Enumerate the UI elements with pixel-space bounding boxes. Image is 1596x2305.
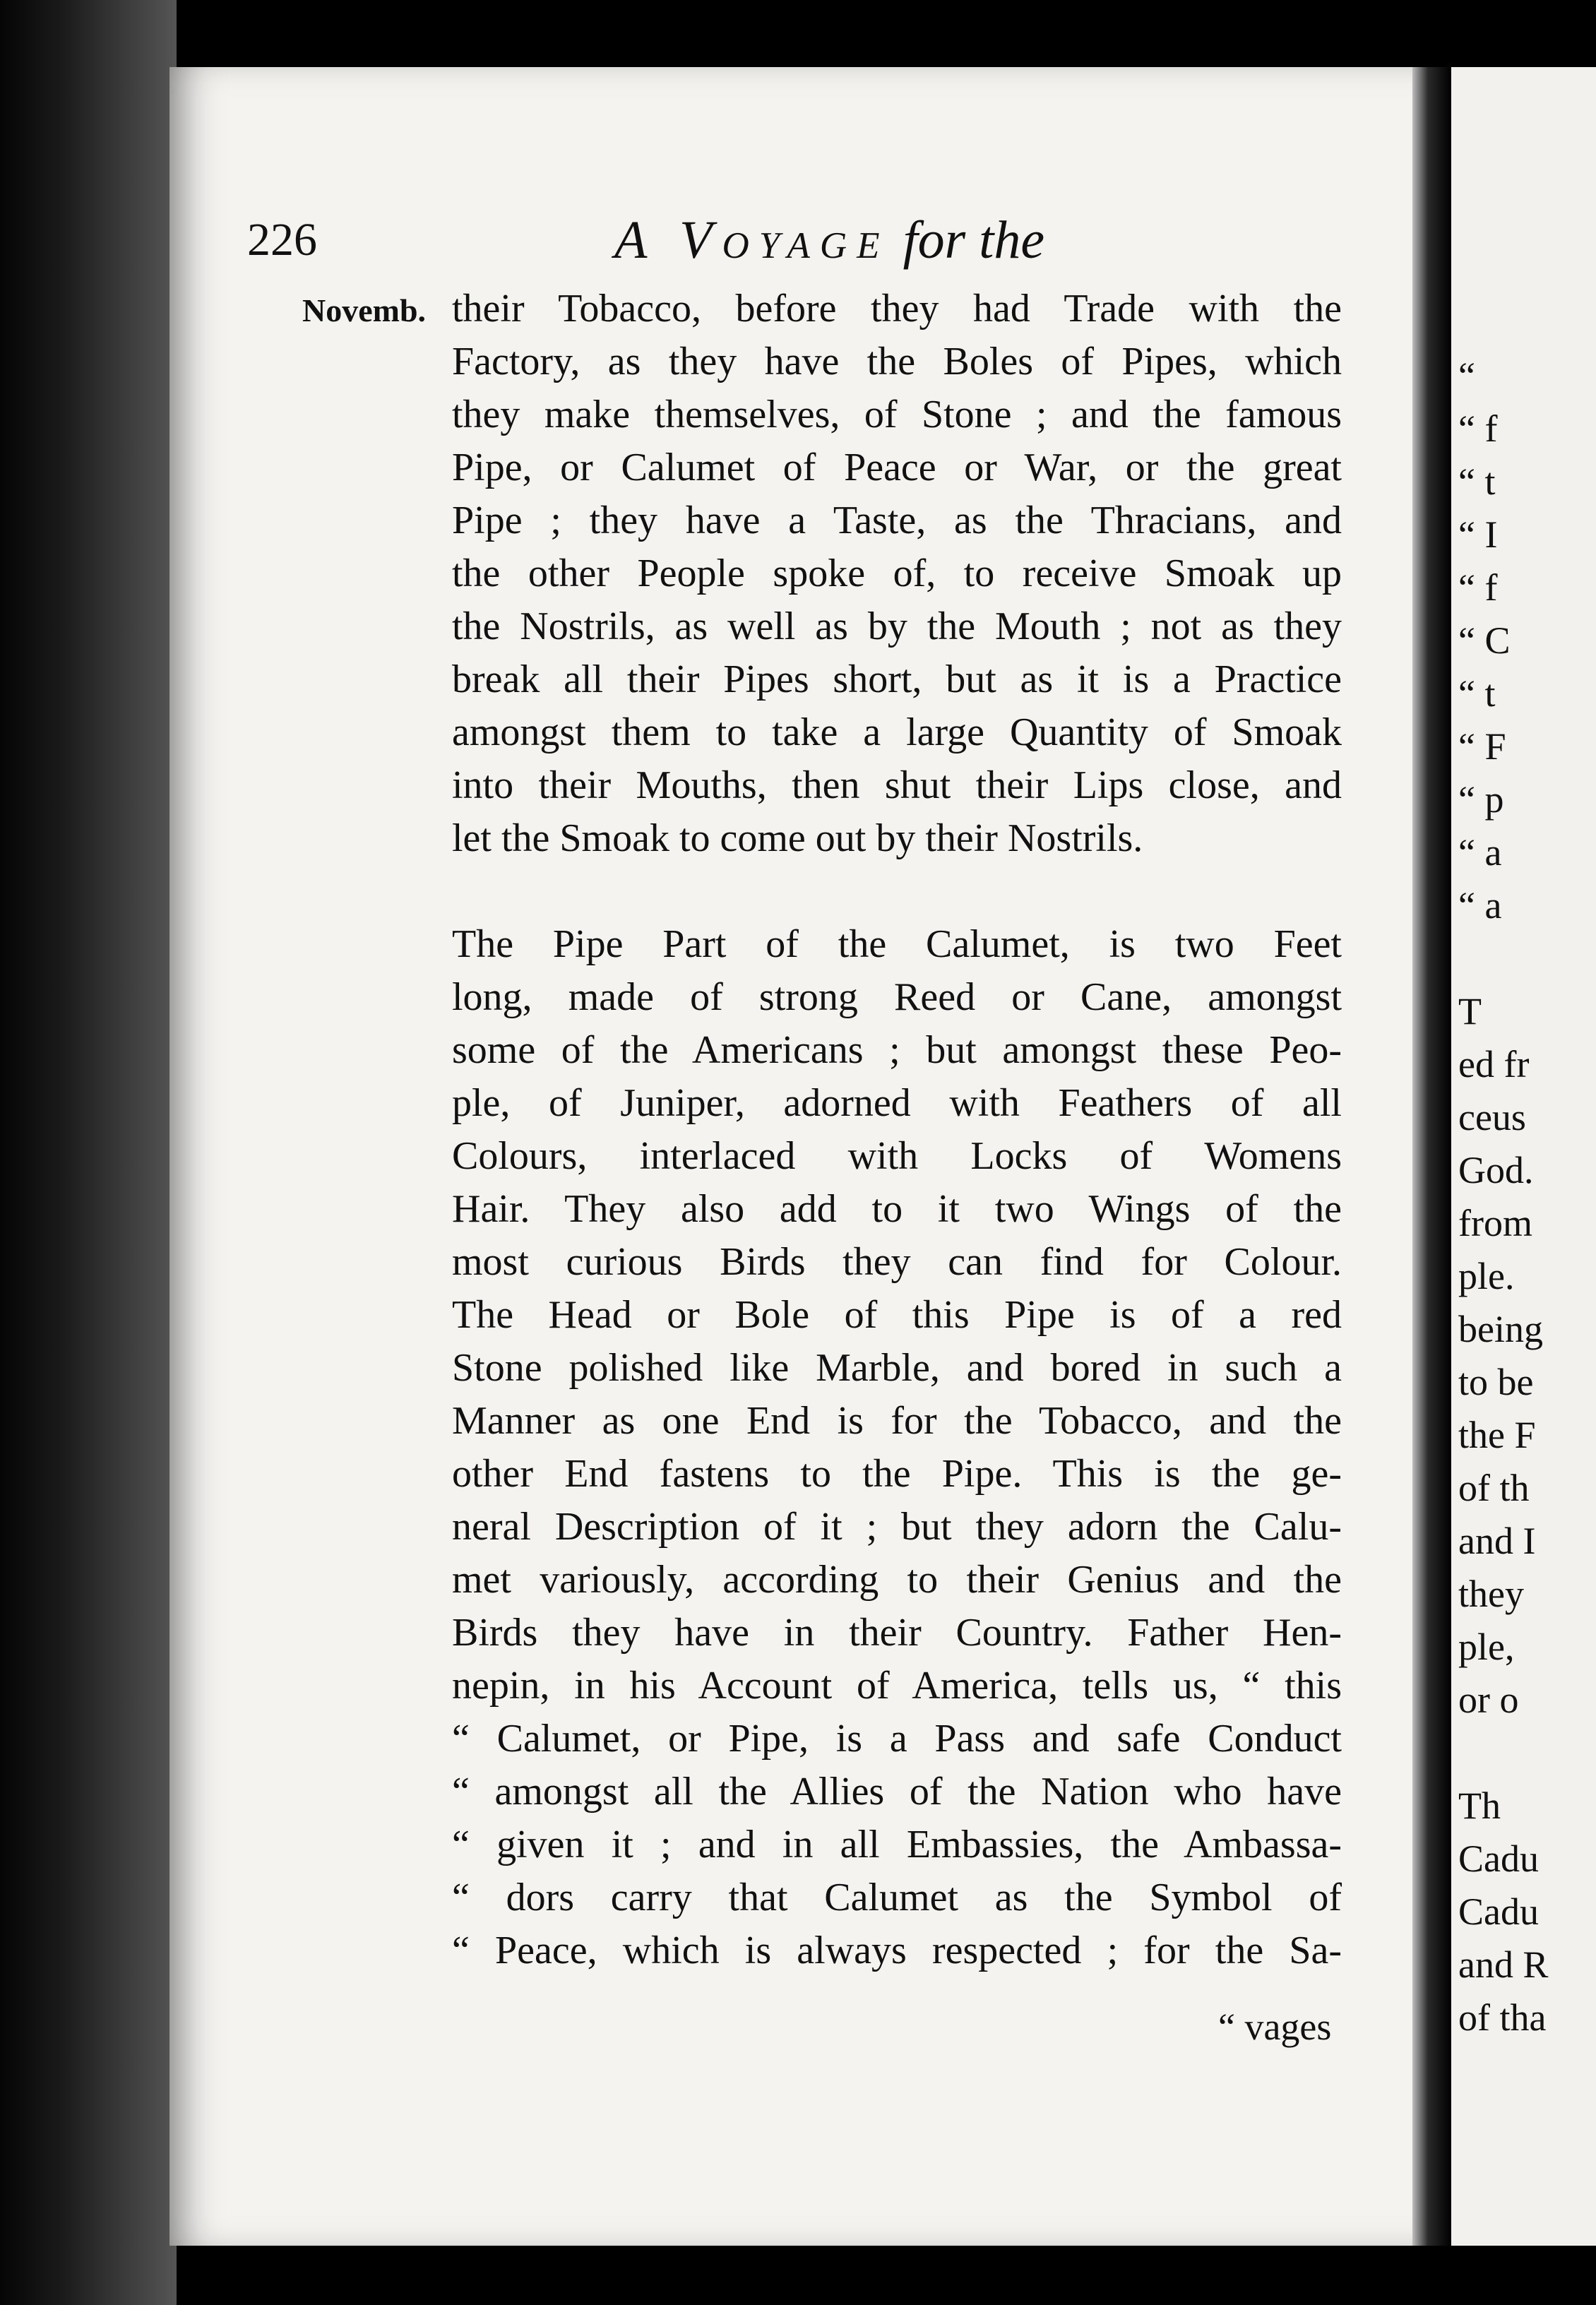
text-line: “ dors carry that Calumet as the Symbol of <box>452 1876 1342 1919</box>
right-fragment-gap <box>1458 1727 1596 1780</box>
text-line: The Pipe Part of the Calumet, is two Feet <box>452 922 1342 966</box>
text-line: Hair. They also add to it two Wings of the <box>452 1187 1342 1231</box>
right-fragment-line: ceus <box>1458 1096 1526 1138</box>
running-title-rest: for the <box>903 210 1045 270</box>
text-line: into their Mouths, then shut their Lips close, and <box>452 763 1342 807</box>
text-line: Stone polished like Marble, and bored in such a <box>452 1346 1342 1390</box>
right-fragment-line: “ f <box>1458 407 1498 450</box>
right-fragment-line: “ a <box>1458 831 1502 874</box>
text-line: “ given it ; and in all Embassies, the Ambassa- <box>452 1823 1342 1866</box>
text-line: amongst them to take a large Quantity of Smoak <box>452 710 1342 754</box>
text-line: Pipe ; they have a Taste, as the Thracians, and <box>452 499 1342 542</box>
right-page <box>1451 67 1596 2246</box>
text-line: The Head or Bole of this Pipe is of a red <box>452 1293 1342 1337</box>
text-line: ple, of Juniper, adorned with Feathers of all <box>452 1081 1342 1125</box>
marginal-date-note: Novemb. <box>302 292 427 328</box>
right-fragment-line: and R <box>1458 1943 1549 1986</box>
right-fragment-line: “ a <box>1458 884 1502 927</box>
right-fragment-line: T <box>1458 990 1482 1032</box>
right-fragment-line: Cadu <box>1458 1838 1539 1880</box>
paragraph-gap <box>452 865 1342 918</box>
running-title-caps: A Voyage <box>614 210 890 270</box>
text-line: their Tobacco, before they had Trade with the <box>452 287 1342 330</box>
right-fragment-line: “ C <box>1458 619 1511 662</box>
right-fragment-line: and I <box>1458 1520 1536 1562</box>
text-line: the other People spoke of, to receive Smoak up <box>452 552 1342 595</box>
text-line: met variously, according to their Genius and the <box>452 1558 1342 1602</box>
text-line: nepin, in his Account of America, tells us, “ this <box>452 1664 1342 1708</box>
text-line: “ Peace, which is always respected ; for the Sa- <box>452 1929 1342 1972</box>
text-line: let the Smoak to come out by their Nostrils. <box>452 816 1143 860</box>
right-fragment-line: being <box>1458 1308 1543 1350</box>
text-line: Colours, interlaced with Locks of Womens <box>452 1134 1342 1178</box>
right-fragment-line: “ t <box>1458 460 1496 503</box>
text-line: some of the Americans ; but amongst these Peo- <box>452 1028 1342 1072</box>
body-text <box>452 282 1342 1977</box>
right-fragment-line: of th <box>1458 1467 1530 1509</box>
text-line: Pipe, or Calumet of Peace or War, or the great <box>452 446 1342 489</box>
text-line: “ amongst all the Allies of the Nation who have <box>452 1770 1342 1813</box>
running-title <box>614 208 1044 272</box>
right-fragment-line: from <box>1458 1202 1532 1244</box>
right-fragment-line: to be <box>1458 1361 1534 1403</box>
text-line: they make themselves, of Stone ; and the famous <box>452 393 1342 436</box>
page-number: 226 <box>247 214 317 266</box>
right-fragment-line: of tha <box>1458 1996 1547 2039</box>
right-fragment-gap <box>1458 932 1596 985</box>
text-line: Manner as one End is for the Tobacco, and the <box>452 1399 1342 1443</box>
right-fragment-line: Cadu <box>1458 1890 1539 1933</box>
text-line: Birds they have in their Country. Father Hen- <box>452 1611 1342 1655</box>
right-page-text-fragments <box>1458 350 1596 2044</box>
text-line: “ Calumet, or Pipe, is a Pass and safe Conduct <box>452 1717 1342 1761</box>
right-fragment-line: they <box>1458 1573 1524 1615</box>
text-line: Factory, as they have the Boles of Pipes, which <box>452 340 1342 383</box>
catchword: “ vages <box>1218 2006 1332 2048</box>
text-line: other End fastens to the Pipe. This is the ge- <box>452 1452 1342 1496</box>
right-fragment-line: ple, <box>1458 1626 1515 1668</box>
right-fragment-line: “ p <box>1458 778 1504 821</box>
running-head <box>247 208 1377 272</box>
right-fragment-line: God. <box>1458 1149 1534 1191</box>
right-fragment-line: “ F <box>1458 725 1506 768</box>
right-fragment-line: Th <box>1458 1785 1501 1827</box>
right-fragment-line: “ <box>1458 355 1475 397</box>
right-fragment-line: “ t <box>1458 672 1496 715</box>
text-line: long, made of strong Reed or Cane, amongst <box>452 975 1342 1019</box>
right-fragment-line: the F <box>1458 1414 1536 1456</box>
right-fragment-line: ple. <box>1458 1255 1515 1297</box>
text-line: neral Description of it ; but they adorn the Calu- <box>452 1505 1342 1549</box>
text-line: most curious Birds they can find for Colour. <box>452 1240 1342 1284</box>
right-fragment-line: “ f <box>1458 566 1498 609</box>
page-gutter <box>1412 67 1451 2246</box>
right-fragment-line: or o <box>1458 1679 1519 1721</box>
right-fragment-line: “ I <box>1458 513 1498 556</box>
book-binding <box>0 0 177 2305</box>
text-line: the Nostrils, as well as by the Mouth ; not as they <box>452 604 1342 648</box>
right-fragment-line: ed fr <box>1458 1043 1530 1085</box>
text-line: break all their Pipes short, but as it is a Practice <box>452 657 1342 701</box>
